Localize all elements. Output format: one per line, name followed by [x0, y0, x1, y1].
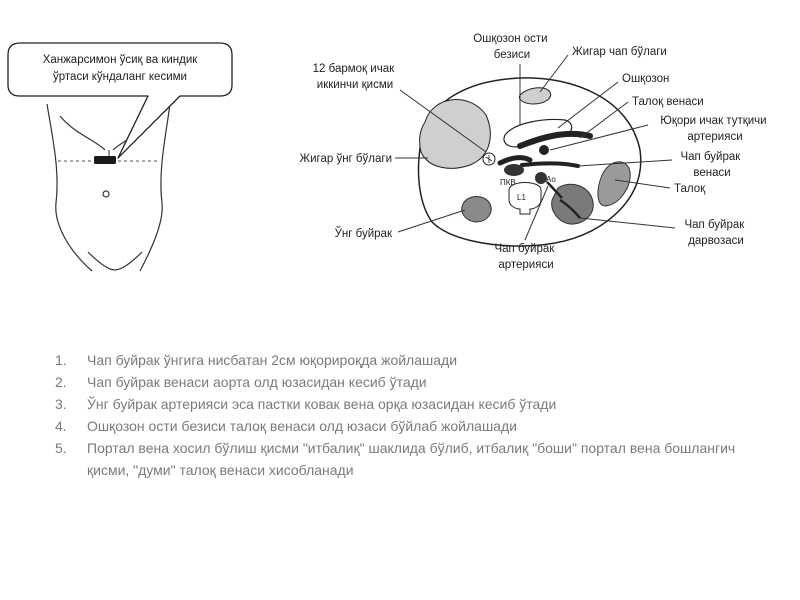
note-item — [55, 371, 755, 393]
navel-icon — [103, 191, 109, 197]
torso-sketch — [47, 104, 170, 271]
torso-chest-line-left — [60, 116, 105, 150]
probe-icon — [94, 156, 116, 164]
vertebra-abbrev: L1 — [517, 193, 526, 202]
note-text: Ўнг буйрак артерияси эса пастки ковак вена орқа юзасидан кесиб ўтади — [87, 396, 557, 412]
callout-line-2: ўртаси кўндаланг кесими — [53, 71, 187, 83]
note-item — [55, 349, 755, 371]
callout-line-1: Ханжарсимон ўсиқ ва киндик — [42, 54, 198, 66]
label-pancreas: Ошқозон ости безиси — [473, 33, 548, 61]
ivc-abbrev: ПКВ — [500, 178, 516, 187]
ivc-vessel — [504, 164, 524, 176]
note-number: 3. — [55, 396, 67, 412]
liver-right-lobe — [420, 100, 491, 169]
left-kidney-shape — [552, 184, 594, 224]
note-item — [55, 393, 755, 415]
aorta-abbrev: Ao — [546, 175, 556, 184]
label-left-lobe: Жигар чап бўлаги — [572, 46, 667, 58]
label-left-renal-hilum: Чап буйрак дарвозаси — [684, 219, 745, 247]
label-sma: Юқори ичак тутқичи артерияси — [660, 115, 767, 143]
label-left-renal-artery: Чап буйрак артерияси — [494, 243, 555, 271]
note-number: 5. — [55, 440, 67, 456]
label-splenic-vein: Талоқ венаси — [632, 96, 704, 108]
label-left-renal-vein: Чап буйрак венаси — [680, 151, 741, 179]
note-number: 4. — [55, 418, 67, 434]
note-item — [55, 415, 755, 437]
label-duodenum: 12 бармоқ ичак иккинчи қисми — [312, 63, 395, 91]
sma-vessel — [539, 145, 549, 155]
notes-list — [55, 349, 755, 481]
torso-groin — [88, 252, 142, 270]
label-right-kidney: Ўнг буйрак — [334, 228, 392, 240]
note-number: 1. — [55, 352, 67, 368]
right-kidney-shape — [462, 197, 491, 223]
callout-bubble — [8, 43, 232, 158]
torso-left-contour — [47, 104, 92, 271]
note-item — [55, 437, 755, 481]
note-text: Портал вена хосил бўлиш қисми "итбалиқ" шаклида бўлиб, итбалиқ "боши" портал вена бошлангич қисми, "думи" талоқ венаси хисобланади — [87, 440, 736, 478]
label-spleen: Талоқ — [674, 183, 706, 195]
note-text: Чап буйрак ўнгига нисбатан 2см юқорироқда жойлашади — [87, 352, 458, 368]
label-right-lobe: Жигар ўнг бўлаги — [299, 153, 392, 165]
label-stomach: Ошқозон — [622, 73, 670, 85]
note-text: Ошқозон ости безиси талоқ венаси олд юзаси бўйлаб жойлашади — [87, 418, 517, 434]
note-number: 2. — [55, 374, 67, 390]
note-text: Чап буйрак венаси аорта олд юзасидан кесиб ўтади — [87, 374, 427, 390]
